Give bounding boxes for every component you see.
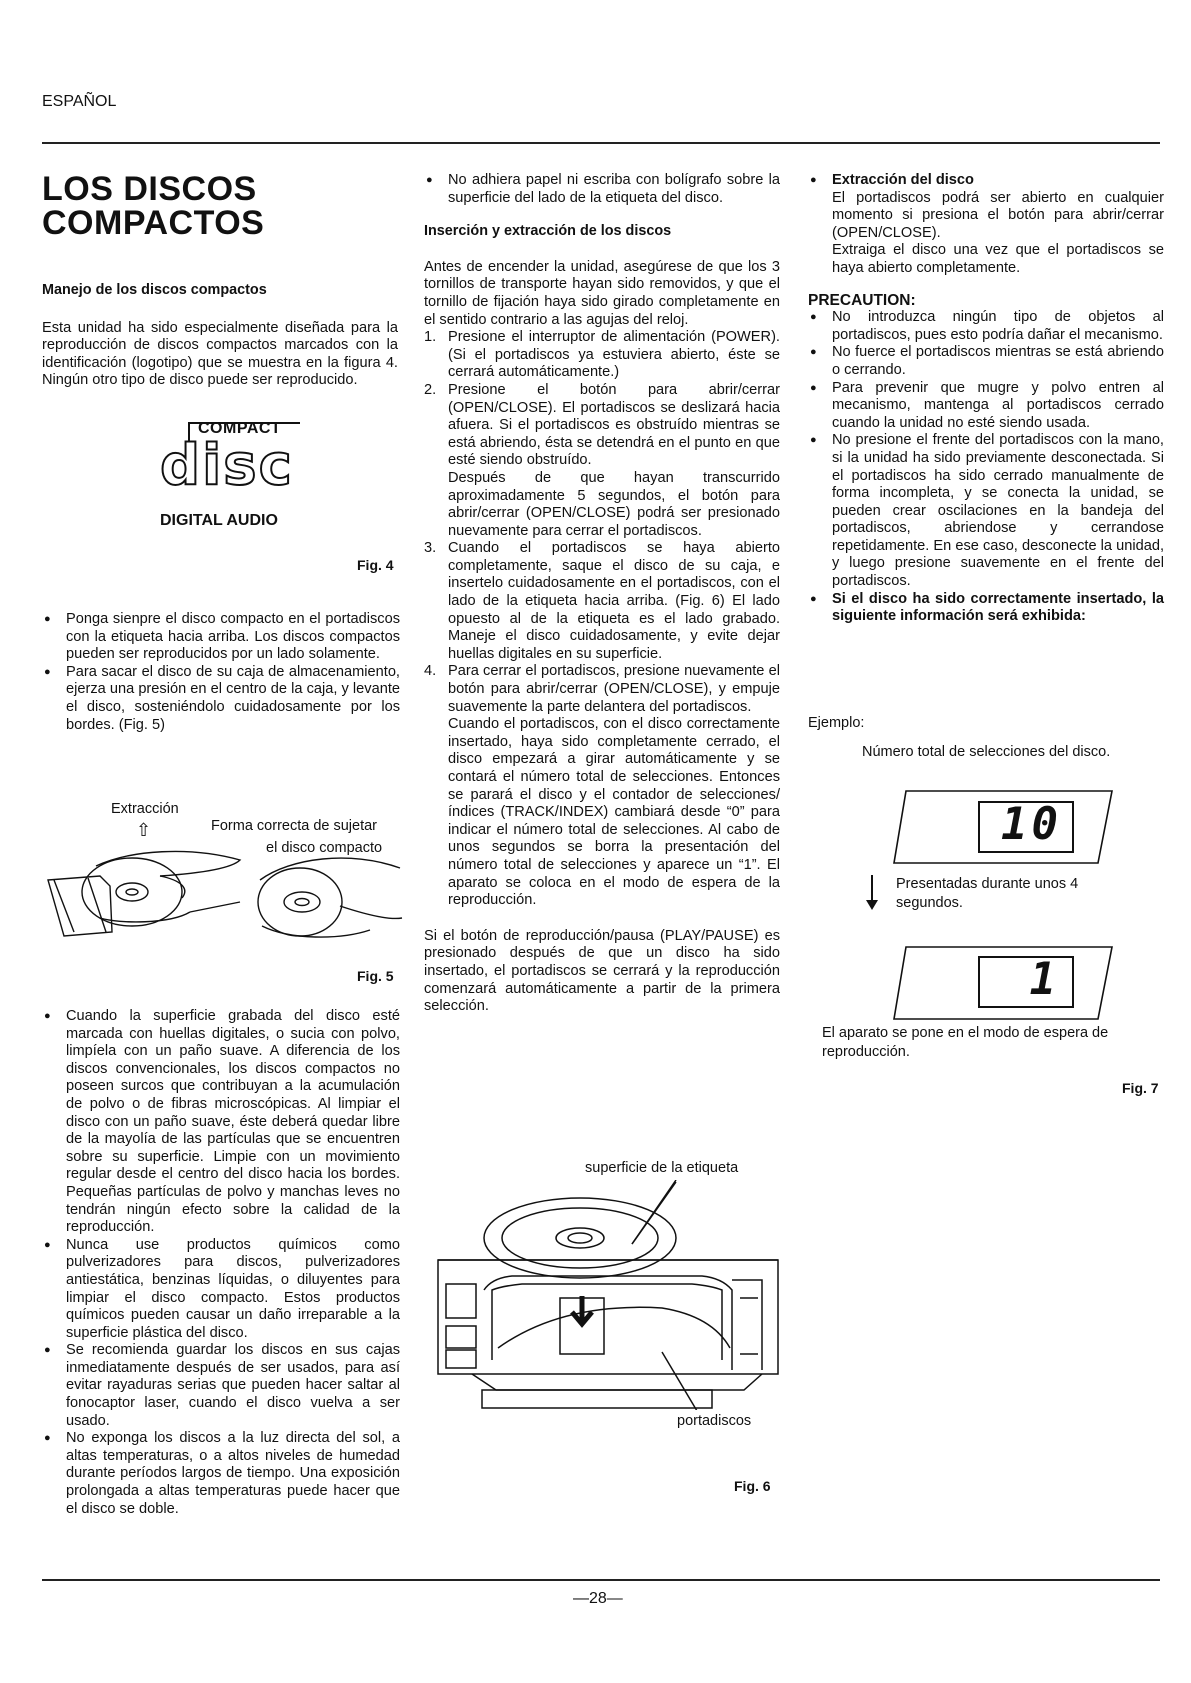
- logo-digital-audio-text: DIGITAL AUDIO: [160, 512, 278, 529]
- lcd-display-2: [978, 956, 1074, 1008]
- ejemplo-label: Ejemplo:: [808, 715, 865, 731]
- presentadas-line1: Presentadas durante unos 4: [896, 876, 1079, 892]
- fig5-extraccion-label: Extracción: [111, 801, 179, 817]
- column-1: [42, 172, 398, 390]
- fig6-illustration: [432, 1180, 784, 1410]
- top-rule: [42, 142, 1160, 144]
- subheading-manejo: Manejo de los discos compactos: [42, 282, 267, 298]
- title-line-2: COMPACTOS: [42, 204, 265, 242]
- play-paragraph: Si el botón de reproducción/pausa (PLAY/PAUSE) es presionado después de que un disco ha sido insertado, el portadiscos se cerrará y la reproducción comenzará automáticamente a partir de la primera selección.: [424, 927, 780, 1015]
- espera-line1: El aparato se pone en el modo de espera de: [822, 1025, 1109, 1041]
- page-number: —28—: [573, 1590, 623, 1607]
- logo-compact-text: COMPACT: [198, 420, 282, 437]
- precaution-item: ● No presione el frente del portadiscos con la mano, si la unidad ha sido previamente desconectada. Si el portadiscos ha sido cerrado manualmente de forma incompleta, y se conecta la unidad, se pueden crear oscilaciones en la bandeja del portadiscos, abriendose y cerrandose repetidamente. En ese caso, desconecte la unidad, y luego presione suavemente en el frente del portadiscos.: [808, 432, 1164, 590]
- step-text-2: Después de que hayan transcurrido aproximadamente 5 segundos, el botón para abrir/cerrar (OPEN/CLOSE) podrá ser presionado nuevamente para cerrar el portadiscos.: [448, 469, 780, 539]
- language-header: ESPAÑOL: [42, 93, 117, 110]
- step-text-2: Cuando el portadiscos, con el disco correctamente insertado, haya sido completamente cerrado, el disco empezará a girar automáticamente y se contará el número total de selecciones. Entonces se parará el disco y el contador de selecciones/índices (TRACK/INDEX) cambiará desde “0” para indicar el número total de selecciones. Al cabo de unos segundos se borra la presentación del número total de selecciones y aparece un “1”. El aparato se coloca en el modo de espera de la reproducción.: [448, 716, 780, 909]
- extraccion-p2: Extraiga el disco una vez que el portadiscos se haya abierto completamente.: [832, 242, 1164, 276]
- display-2-value: 1: [1029, 954, 1056, 1005]
- bullet-item: ● No adhiera papel ni escriba con bolígrafo sobre la superficie del lado de la etiqueta del disco.: [424, 172, 780, 207]
- step-item: [424, 329, 780, 382]
- fig6-superficie-label: superficie de la etiqueta: [585, 1160, 739, 1176]
- bottom-rule: [42, 1579, 1160, 1581]
- precaution-item: ● No fuerce el portadiscos mientras se está abriendo o cerrando.: [808, 344, 1164, 379]
- display-1-value: 10: [1001, 799, 1062, 850]
- extraccion-block: [808, 172, 1164, 278]
- espera-line2: reproducción.: [822, 1044, 910, 1060]
- intro-paragraph: Esta unidad ha sido especialmente diseñada para la reproducción de discos compactos marcados con la identificación (logotipo) que se muestra en la figura 4. Ningún otro tipo de disco puede ser reproducido.: [42, 319, 398, 389]
- step-text: Presione el interruptor de alimentación (POWER). (Si el portadiscos ya estuviera abierto, éste se cerrará automáticamente.): [448, 329, 780, 381]
- bullets-b: [42, 1008, 400, 1518]
- subheading-insercion: Inserción y extracción de los discos: [424, 223, 672, 240]
- extraccion-p1: El portadiscos podrá ser abierto en cualquier momento si presiona el botón para abrir/cerrar (OPEN/CLOSE).: [832, 189, 1164, 241]
- compact-disc-logo: [154, 418, 304, 536]
- column-2: [424, 172, 780, 1016]
- presentadas-line2: segundos.: [896, 895, 963, 911]
- step-item: [424, 663, 780, 909]
- fig-5-label: Fig. 5: [357, 968, 394, 984]
- bullet-item: ● Ponga sienpre el disco compacto en el portadiscos con la etiqueta hacia arriba. Los discos compactos pueden ser reproducidos por un lado solamente.: [42, 611, 400, 664]
- bullets-a: [42, 611, 400, 734]
- step-item: [424, 540, 780, 663]
- fig-6-label: Fig. 6: [734, 1478, 771, 1494]
- fig-4-label: Fig. 4: [357, 557, 394, 573]
- fig6-portadiscos-label: portadiscos: [677, 1413, 752, 1429]
- step-text: Para cerrar el portadiscos, presione nuevamente el botón para abrir/cerrar (OPEN/CLOSE), y empuje suavemente la parte delantera del portadiscos.: [448, 663, 780, 715]
- extraccion-heading: Extracción del disco: [832, 172, 974, 188]
- bullet-item: ● No exponga los discos a la luz directa del sol, a altas temperaturas, o a altos niveles de humedad durante períodos largos de tiempo. Una exposición prolongada a altas temperaturas puede hacer que el disco se doble.: [42, 1430, 400, 1518]
- step-item: [424, 382, 780, 540]
- fig5-forma-line2: el disco compacto: [266, 840, 383, 856]
- inserted-info-item: ● Si el disco ha sido correctamente insertado, la siguiente información será exhibida:: [808, 591, 1164, 626]
- page-title: [42, 172, 398, 240]
- precaution-heading: PRECAUTION:: [808, 291, 916, 309]
- step-number: 2.: [424, 381, 437, 398]
- step-number: 1.: [424, 329, 437, 346]
- precaution-item: ● No introduzca ningún tipo de objetos al portadiscos, pues esto podría dañar el mecanismo.: [808, 309, 1164, 344]
- fig5-illustration: [40, 840, 410, 950]
- lcd-display-1: [978, 801, 1074, 853]
- down-arrow-head-icon: [866, 900, 878, 910]
- bullet-item: ● Cuando la superficie grabada del disco esté marcada con huellas digitales, o sucia con polvo, limpíela con un paño suave. A diferencia de los discos convencionales, los discos compactos no poseen surcos que contribuyan a la acumulación de polvo o de fibras microscópicas. Al limpiar el disco con un paño suave, éste deberá quedar libre de la mayolía de las partículas que se encuentren sobre su superficie. Limpie con un movimiento regular desde el centro del disco hacia los bordes. Pequeñas partículas de polvo y manchas leves no tendrán ningún efecto sobre la calidad de la reproducción.: [42, 1008, 400, 1237]
- step-number: 3.: [424, 540, 437, 557]
- up-arrow-icon: ⇧: [136, 820, 152, 840]
- logo-disc-text: disc: [160, 433, 294, 498]
- bullet-item: ● Se recomienda guardar los discos en sus cajas inmediatamente después de ser usados, para así evitar rayaduras serias que pueden hacer saltar al fonocaptor laser, cuando el disco vuelva a ser usado.: [42, 1342, 400, 1430]
- fig-7-label: Fig. 7: [1122, 1080, 1159, 1096]
- insercion-intro: Antes de encender la unidad, asegúrese de que los 3 tornillos de transporte hayan sido removidos, y que el tornillo de fijación haya sido girado completamente en el sentido contrario a las agujas del reloj.: [424, 258, 780, 328]
- numero-total-label: Número total de selecciones del disco.: [862, 744, 1111, 760]
- bullet-item: ● Para sacar el disco de su caja de almacenamiento, ejerza una presión en el centro de la caja, y levante el disco, sosteniéndolo cuidadosamente por los bordes. (Fig. 5): [42, 664, 400, 734]
- fig5-forma-line1: Forma correcta de sujetar: [211, 818, 378, 834]
- step-text: Presione el botón para abrir/cerrar (OPEN/CLOSE). El portadiscos se deslizará hacia afuera. Si el portadiscos es obstruído mientras se está abriendo, ésta se detendrá en el punto en que esté siendo obstruído.: [448, 381, 780, 469]
- title-line-1: LOS DISCOS: [42, 170, 257, 208]
- step-number: 4.: [424, 663, 437, 680]
- precaution-item: ● Para prevenir que mugre y polvo entren al mecanismo, mantenga al portadiscos cerrado cuando la unidad no esté siendo usada.: [808, 380, 1164, 433]
- column-3: [808, 172, 1164, 626]
- step-text: Cuando el portadiscos se haya abierto completamente, saque el disco de su caja, e insertelo cuidadosamente en el portadiscos, con el lado de la etiqueta hacia arriba. (Fig. 6) El lado opuesto al de la etiqueta es el lado grabado. Maneje el disco cuidadosamente, y evite dejar huellas digitales en su superficie.: [448, 540, 780, 662]
- bullet-item: ● Nunca use productos químicos como pulverizadores para discos, pulverizadores antiestática, benzinas líquidas, o diluyentes para limpiar el disco compacto. Estos productos químicos pueden causar un daño irreparable a la superficie plástica del disco.: [42, 1237, 400, 1343]
